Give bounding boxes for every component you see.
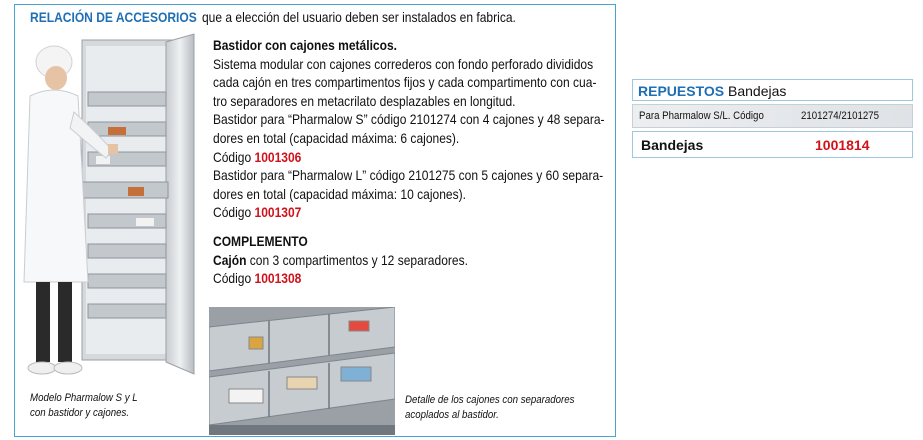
- product-title: Bastidor con cajones metálicos.: [213, 37, 398, 53]
- code-s: Código 1001306: [213, 148, 302, 165]
- code-s-value: 1001306: [254, 148, 302, 165]
- spare-parts-header: [632, 79, 913, 101]
- spare-parts-subtitle: Bandejas: [728, 83, 787, 99]
- product-description: [213, 36, 605, 288]
- drawers-detail-photo: [209, 307, 395, 435]
- row-label: Para Pharmalow S/L. Código: [639, 110, 764, 122]
- variant-l-line: dores en total (capacidad máxima: 10 cajones).: [213, 185, 466, 202]
- table-row: [632, 131, 913, 158]
- cabinet-photo: [16, 32, 202, 390]
- code-l-value: 1001307: [254, 204, 302, 221]
- section-header: [30, 9, 516, 25]
- variant-s-line: Bastidor para “Pharmalow S” código 2101274 con 4 cajones y 48 separa-: [213, 111, 605, 128]
- row-value: 2101274/2101275: [801, 110, 880, 122]
- variant-l-line: Bastidor para “Pharmalow L” código 2101275 con 5 cajones y 60 separa-: [213, 167, 604, 184]
- section-title: RELACIÓN DE ACCESORIOS: [30, 9, 197, 25]
- description-line: cada cajón en tres compartimentos fijos y cada compartimento con cua-: [213, 74, 597, 91]
- description-line: tro separadores en metacrilato desplazables en longitud.: [213, 92, 516, 109]
- code-l: Código 1001307: [213, 204, 302, 221]
- spare-parts-table: [632, 79, 913, 158]
- complemento-code: Código 1001308: [213, 270, 302, 287]
- complemento-code-value: 1001308: [254, 270, 302, 287]
- main-photo-caption: Modelo Pharmalow S y L con bastidor y cajones.: [30, 392, 138, 419]
- drawers-photo-caption: Detalle de los cajones con separadores acoplados al bastidor.: [405, 394, 575, 421]
- item-label: Bandejas: [641, 137, 704, 153]
- complemento-item: Cajón con 3 compartimentos y 12 separadores.: [213, 251, 468, 268]
- variant-s-line: dores en total (capacidad máxima: 6 cajones).: [213, 129, 460, 146]
- spare-parts-title: REPUESTOS: [638, 83, 725, 99]
- section-subtitle: que a elección del usuario deben ser instalados en fabrica.: [201, 9, 516, 25]
- description-line: Sistema modular con cajones correderos con fondo perforado divididos: [213, 55, 594, 72]
- complemento-title: COMPLEMENTO: [213, 232, 308, 249]
- item-code: 1001814: [815, 137, 870, 153]
- table-row: [632, 104, 913, 128]
